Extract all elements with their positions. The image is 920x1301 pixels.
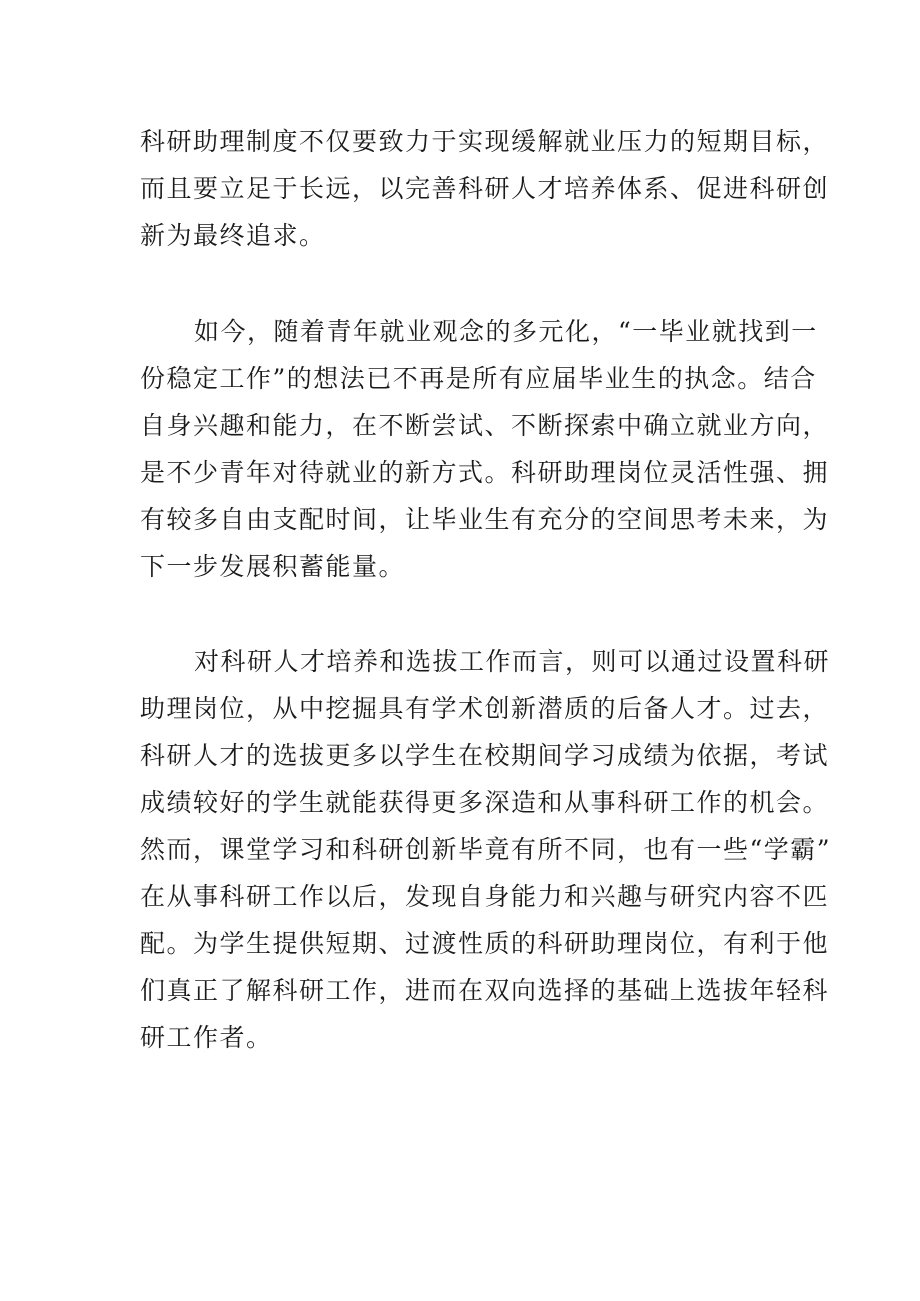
paragraph-line: 助理岗位，从中挖掘具有学术创新潜质的后备人才。过去， [140,694,830,723]
paragraph-line: 下一步发展积蓄能量。 [140,552,406,581]
paragraph-line: 科研助理制度不仅要致力于实现缓解就业压力的短期目标， [140,127,830,156]
paragraph-line: 科研人才的选拔更多以学生在校期间学习成绩为依据，考试 [140,741,830,770]
paragraph-line: 成绩较好的学生就能获得更多深造和从事科研工作的机会。 [140,788,830,817]
paragraph-line: 而且要立足于长远，以完善科研人才培养体系、促进科研创 [140,174,830,203]
paragraph-3 [140,638,832,1061]
paragraph-2 [140,308,830,590]
paragraph-line: 是不少青年对待就业的新方式。科研助理岗位灵活性强、拥 [140,458,830,487]
paragraph-line: 有较多自由支配时间，让毕业生有充分的空间思考未来，为 [140,505,830,534]
paragraph-line: 对科研人才培养和选拔工作而言，则可以通过设置科研 [194,647,831,676]
paragraph-line: 们真正了解科研工作，进而在双向选择的基础上选拔年轻科 [140,976,830,1005]
paragraph-line: 然而，课堂学习和科研创新毕竟有所不同，也有一些“学霸” [140,835,832,864]
paragraph-line: 份稳定工作”的想法已不再是所有应届毕业生的执念。结合 [140,364,817,393]
document-page [140,118,832,1061]
paragraph-1 [140,118,830,259]
paragraph-line: 如今，随着青年就业观念的多元化，“一毕业就找到一 [194,317,818,346]
paragraph-line: 研工作者。 [140,1023,273,1052]
paragraph-line: 自身兴趣和能力，在不断尝试、不断探索中确立就业方向， [140,411,830,440]
paragraph-line: 在从事科研工作以后，发现自身能力和兴趣与研究内容不匹 [140,882,830,911]
paragraph-line: 新为最终追求。 [140,221,326,250]
paragraph-line: 配。为学生提供短期、过渡性质的科研助理岗位，有利于他 [140,929,830,958]
